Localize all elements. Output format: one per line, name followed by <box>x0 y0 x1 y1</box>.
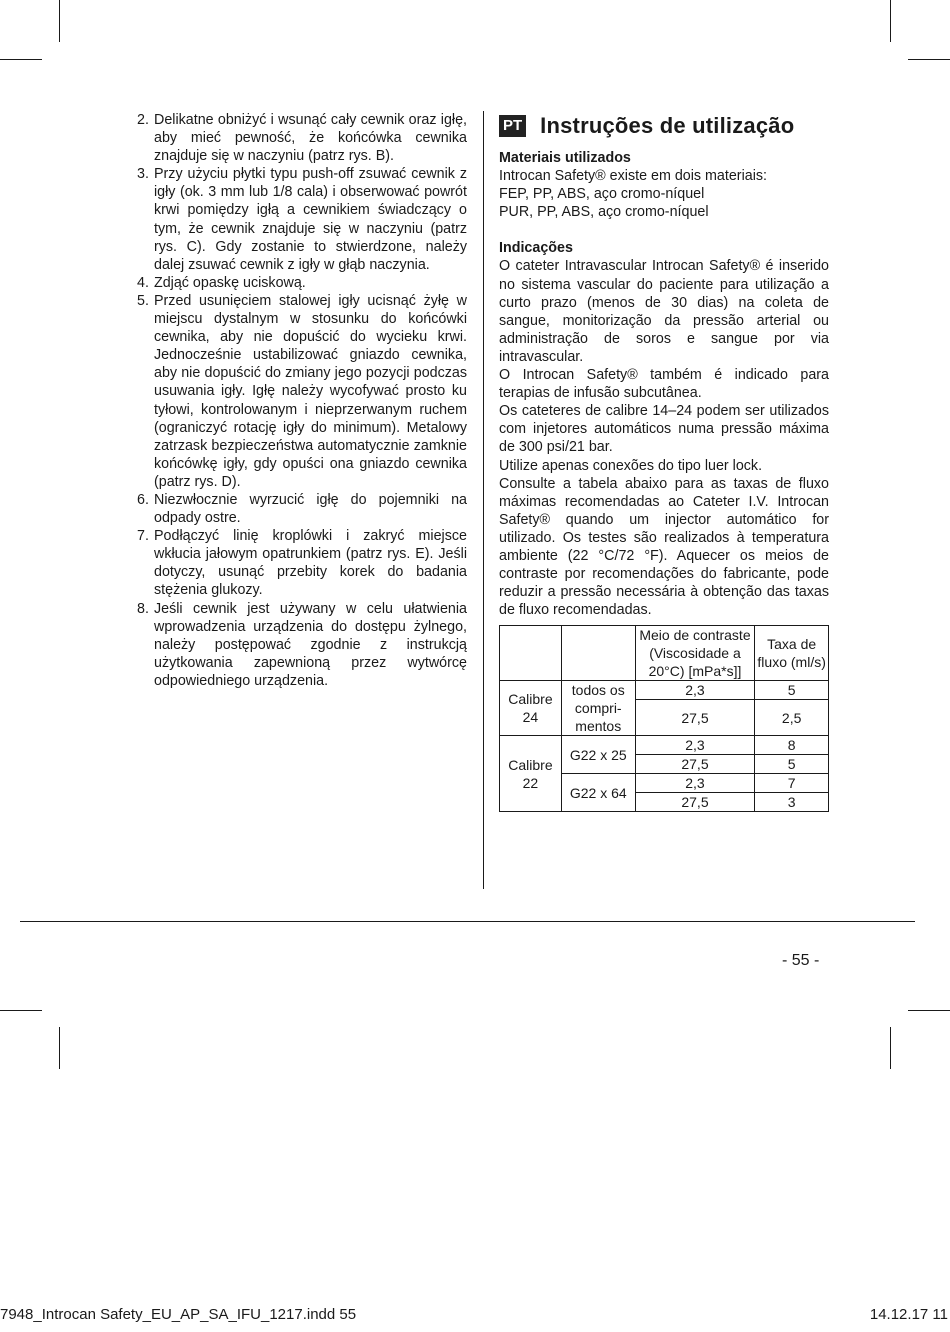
calibre-label: Calibre 22 <box>500 736 562 812</box>
viscosity-value: 27,5 <box>635 700 755 736</box>
crop-mark <box>59 1027 60 1069</box>
instruction-list <box>137 111 467 690</box>
flow-value: 8 <box>755 736 829 755</box>
list-item: 3. Przy użyciu płytki typu push-off zsuwać cewnik z igły (ok. 3 mm lub 1/8 cala) i obserwować powrót krwi pomiędzy igłą a cewnikiem świadczący o tym, że cewnik znajduje się w naczyniu (patrz rys. C). Gdy zostanie to stwierdzone, należy dalej zsuwać cewnik z igły w głąb naczynia. <box>137 166 467 273</box>
flow-value: 5 <box>755 681 829 700</box>
table-cell-empty <box>561 626 635 681</box>
materials-title: Materiais utilizados <box>499 150 631 166</box>
materials-line: Introcan Safety® existe em dois materiais: <box>499 168 767 185</box>
crop-mark <box>0 1010 42 1011</box>
indications-paragraph: O cateter Intravascular Introcan Safety® é inserido no sistema vascular do paciente para utilização a curto prazo (menos de 30 dias) na coleta de sangue, monitorização da pressão arterial ou administração de soros e sangue por via intravascular. <box>499 258 829 365</box>
length-label: G22 x 64 <box>561 774 635 812</box>
right-column <box>499 111 829 812</box>
list-item: 6. Niezwłocznie wyrzucić igłę do pojemniki na odpady ostre. <box>137 491 467 527</box>
materials-line: PUR, PP, ABS, aço cromo-níquel <box>499 204 709 221</box>
indications-paragraph: Os cateteres de calibre 14–24 podem ser utilizados com injetores automáticos numa pressão máxima de 300 psi/21 bar. <box>499 403 829 456</box>
table-header-row <box>500 626 829 681</box>
indications-paragraph: Utilize apenas conexões do tipo luer lock. <box>499 457 763 474</box>
crop-mark <box>0 59 42 60</box>
viscosity-value: 27,5 <box>635 755 755 774</box>
left-column <box>137 111 467 690</box>
viscosity-value: 27,5 <box>635 793 755 812</box>
table-row <box>500 736 829 755</box>
viscosity-value: 2,3 <box>635 681 755 700</box>
list-item: 2. Delikatne obniżyć i wsunąć cały cewnik oraz igłę, aby mieć pewność, że końcówka cewnika znajduje się w naczyniu (patrz rys. B). <box>137 112 467 165</box>
viscosity-value: 2,3 <box>635 774 755 793</box>
table-cell-empty <box>500 626 562 681</box>
column-divider <box>483 111 484 889</box>
indications-title: Indicações <box>499 240 573 257</box>
section-title: Instruções de utilização <box>540 112 795 138</box>
header-viscosity: Meio de contraste (Viscosidade a 20°C) [mPa*s]] <box>635 626 755 681</box>
indications-paragraph: O Introcan Safety® também é indicado para terapias de infusão subcutânea. <box>499 367 829 402</box>
flow-value: 2,5 <box>755 700 829 736</box>
indications-paragraph: Consulte a tabela abaixo para as taxas de fluxo máximas recomendadas ao Cateter I.V. Introcan Safety® quando um injector automático for utilizado. Os testes são realizados à temperatura ambiente (22 °C/72 °F). Aquecer os meios de contraste por recomendações do fabricante, pode reduzir a pressão necessária à obtenção das taxas de fluxo recomendadas. <box>499 475 829 619</box>
page-number: - 55 - <box>782 952 820 969</box>
flow-value: 7 <box>755 774 829 793</box>
length-label: G22 x 25 <box>561 736 635 774</box>
language-badge: PT <box>499 115 526 137</box>
footer-date: 14.12.17 11 <box>869 1306 948 1323</box>
crop-mark <box>890 1027 891 1069</box>
flow-value: 5 <box>755 755 829 774</box>
bottom-rule <box>20 921 915 922</box>
list-item: 8. Jeśli cewnik jest używany w celu ułatwienia wprowadzenia urządzenia do dostępu żylnego, należy postępować zgodnie z instrukcją użytkowania zapewnioną przez wytwórcę odpowiedniego urządzenia. <box>137 600 467 689</box>
footer-file-info: 7948_Introcan Safety_EU_AP_SA_IFU_1217.indd 55 <box>0 1306 357 1323</box>
indications-block <box>499 239 829 619</box>
materials-block <box>499 149 829 221</box>
table-row <box>500 681 829 700</box>
section-heading <box>499 111 829 141</box>
flow-value: 3 <box>755 793 829 812</box>
calibre-label: Calibre 24 <box>500 681 562 736</box>
viscosity-value: 2,3 <box>635 736 755 755</box>
crop-mark <box>908 1010 950 1011</box>
crop-mark <box>890 0 891 42</box>
flow-rate-table <box>499 625 829 812</box>
crop-mark <box>59 0 60 42</box>
header-flow-rate: Taxa de fluxo (ml/s) <box>755 626 829 681</box>
length-label: todos os compri-mentos <box>561 681 635 736</box>
crop-mark <box>908 59 950 60</box>
list-item: 7. Podłączyć linię kroplówki i zakryć miejsce wkłucia jałowym opatrunkiem (patrz rys. E). Jeśli dotyczy, usunąć przebity korek do badania stężenia glukozy. <box>137 528 467 599</box>
list-item: 4. Zdjąć opaskę uciskową. <box>137 274 306 291</box>
materials-line: FEP, PP, ABS, aço cromo-níquel <box>499 186 705 203</box>
list-item: 5. Przed usunięciem stalowej igły ucisnąć żyłę w miejscu dystalnym w stosunku do końcówki cewnika, aby nie dopuścić do wycieku krwi. Jednocześnie ustabilizować gniazdo cewnika, aby nie dopuścić do zmiany jego pozycji podczas usuwania igły. Igłę należy wycofywać prosto ku tyłowi, kontrolowanym i nieprzerwanym ruchem (ograniczyć rotację igły do minimum). Metalowy zatrzask bezpieczeństwa automatycznie zamknie końcówkę igły, gdy opuści ona gniazdo cewnika (patrz rys. D). <box>137 292 467 490</box>
